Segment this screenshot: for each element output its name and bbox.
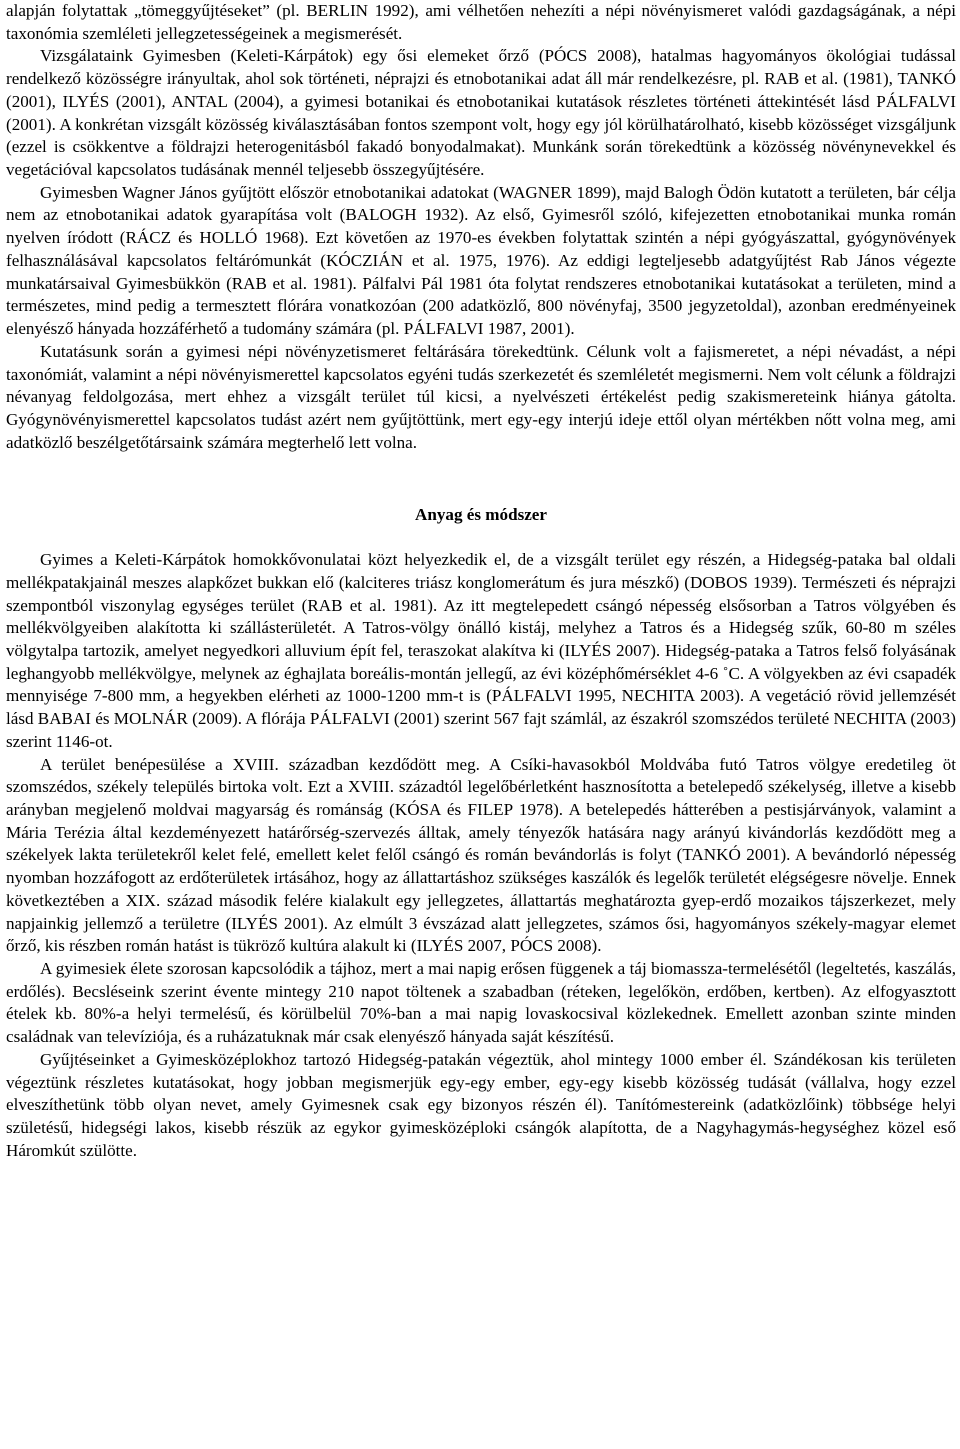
paragraph-livelihood: A gyimesiek élete szorosan kapcsolódik a tájhoz, mert a mai napig erősen függenek a táj biomassza-termelésétől (legeltetés, kaszálás, erdőlés). Becsléseink szerint évente mintegy 210 napot töltenek a szabadban (réteken, legelőkön, erdőben, kertben). Az elfogyasztott ételek kb. 80%-a helyi termelésű, és körülbelül 70%-ban a mai napig lovaskocsival közlekednek. Emellett azonban szinte minden családnak van televíziója, és a ruházatuknak már csak elenyésző hányada saját készítésű.	[6, 959, 956, 1047]
section-spacer	[6, 527, 956, 549]
paragraph-research-history: Gyimesben Wagner János gyűjtött először etnobotanikai adatokat (WAGNER 1899), majd Balogh Ödön kutatott a területen, bár célja nem az etnobotanikai adatok gyarapítása volt (BALOGH 1932). Az első, Gyimesről szóló, kifejezetten etnobotanikai munka román nyelven íródott (RÁCZ és HOLLÓ 1968). Ezt követően az 1970-es években folytattak szintén a népi gyógyászattal, gyógynövények felhasználásával kapcsolatos feltárómunkát (KÓCZIÁN et al. 1975, 1976). Az eddigi legteljesebb adatgyűjtést Rab János végezte munkatársaival Gyimesbükkön (RAB et al. 1981). Pálfalvi Pál 1981 óta folytat rendszeres etnobotanikai kutatásokat a területen, mind a természetes, mind pedig a termesztett flórára vonatkozóan (200 adatközlő, 800 növényfaj, 3500 jegyzetoldal), azonban eredményeinek elenyésző hányada hozzáférhető a tudomány számára (pl. PÁLFALVI 1987, 2001).	[6, 182, 956, 339]
paragraph-research-aims: Kutatásunk során a gyimesi népi növényzetismeret feltárására törekedtünk. Célunk volt a fajismeretet, a népi névadást, a népi taxonómiát, valamint a népi növényismerettel kapcsolatos egyéni tudás szerkezetét és szemléletét megismerni. Nem volt célunk a földrajzi névanyag feldolgozása, mert ehhez a vizsgált terület túl kicsi, a nyelvészeti értékelést pedig szakismereteink hiánya gátolta. Gyógynövényismerettel kapcsolatos tudást azért nem gyűjtöttünk, mert egy-egy interjú ideje ettől olyan mértékben nőtt volna meg, ami adatközlő beszélgetőtársaink számára megterhelő lett volna.	[6, 341, 956, 452]
document-page	[6, 0, 956, 1163]
paragraph-study-community: Vizsgálataink Gyimesben (Keleti-Kárpátok) egy ősi elemeket őrző (PÓCS 2008), hatalmas hagyományos ökológiai tudással rendelkező közösségre irányultak, ahol sok történeti, néprajzi és etnobotanikai adat áll már rendelkezésre, pl. RAB et al. (1981), TANKÓ (2001), ILYÉS (2001), ANTAL (2004), a gyimesi botanikai és etnobotanikai kutatások részletes történeti áttekintését lásd PÁLFALVI (2001). A konkrétan vizsgált közösség kiválasztásában fontos szempont volt, hogy egy jól körülhatárolható, kisebb közösséget vizsgáljunk (ezzel is csökkentve a földrajzi heterogenitásból fakadó bonyodalmakat). Munkánk során törekedtünk a közösség növénynevekkel és vegetációval kapcsolatos tudásának mennél teljesebb összegyűjtésére.	[6, 46, 956, 180]
paragraph-settlement-history: A terület benépesülése a XVIII. században kezdődött meg. A Csíki-havasokból Moldvába futó Tatros völgye eredetileg öt szomszédos, székely település birtoka volt. Ezt a XVIII. századtól legelőbérletként hasznosította a betelepedő székelység, illetve a kisebb arányban megjelenő moldvai magyarság és románság (KÓSA és FILEP 1978). A betelepedés hátterében a pestisjárványok, valamint a Mária Terézia által kezdeményezett határőrség-szervezés álltak, amely tényezők hatására nagy arányú kivándorlás kezdődött meg a székelyek lakta területekről kelet felé, emellett kelet felől csángó és román bevándorlás is folyt (TANKÓ 2001). A bevándorló népesség nyomban hozzáfogott az erdőterületek irtásához, hogy az állattartáshoz szükséges kaszálók és legelők területét elégségesre növelje. Ennek következtében a XIX. század második felére kialakult egy jellegzetes, állattartás meghatározta gyep-erdő mozaikos tájszerkezet, mely napjainkig jellemző a területre (ILYÉS 2001). Az elmúlt 3 évszázad alatt jellegzetes, számos ősi, hagyományos székely-magyar elemet őrző, kis részben román hatást is tükröző kultúra alakult ki (ILYÉS 2007, PÓCS 2008).	[6, 754, 956, 956]
section-heading: Anyag és módszer	[415, 505, 547, 525]
section-spacer	[6, 454, 956, 504]
paragraph-continuation: alapján folytattak „tömeggyűjtéseket” (pl. BERLIN 1992), ami vélhetően nehezíti a népi növényismeret valódi gazdagságának, a népi taxonómia szemléleti jellegzetességeinek a megismerését.	[6, 1, 956, 43]
paragraph-fieldwork: Gyűjtéseinket a Gyimesközéplokhoz tartozó Hidegség-patakán végeztük, ahol mintegy 1000 ember él. Szándékosan kis területen végeztünk részletes kutatásokat, hogy jobban megismerjük egy-egy ember, egy-egy kisebb közösség tudását (vállalva, hogy ezzel elveszíthetünk több olyan nevet, amely Gyimesnek csak egy bizonyos részén él). Tanítómestereink (adatközlőink) többsége helyi születésű, hidegségi lakos, kisebb részük az egykor gyimesközéploki csángók alapította, de a Nagyhagymás-hegységhez közel eső Háromkút szülötte.	[6, 1049, 956, 1160]
paragraph-study-area: Gyimes a Keleti-Kárpátok homokkővonulatai közt helyezkedik el, de a vizsgált terület egy részén, a Hidegség-pataka bal oldali mellékpatakjainál meszes alapkőzet bukkan elő (kalciteres triász konglomerátum és jura mészkő) (DOBOS 1939). Természeti és néprajzi szempontból viszonylag egységes terület (RAB et al. 1981). Az itt megtelepedett csángó népesség elsősorban a Tatros völgyében és mellékvölgyeiben alakította ki szállásterületét. A Tatros-völgy önálló kistáj, melyhez a Tatros és a Hidegség szűk, 60-80 m széles völgytalpa tartozik, amelyet negyedkori alluvium épít fel, teraszokat alakítva ki (ILYÉS 2007). Hidegség-pataka a Tatros felső folyásának leghangyobb mellékvölgye, melynek az éghajlata boreális-montán jellegű, az évi középhőmérséklet 4-6 ˚C. A völgyekben az évi csapadék mennyisége 7-800 mm, a hegyekben elérheti az 1000-1200 mm-t is (PÁLFALVI 1995, NECHITA 2003). A vegetáció rövid jellemzését lásd BABAI és MOLNÁR (2009). A flórája PÁLFALVI (2001) szerint 567 fajt számlál, az északról szomszédos területé NECHITA (2003) szerint 1146-ot.	[6, 550, 956, 751]
